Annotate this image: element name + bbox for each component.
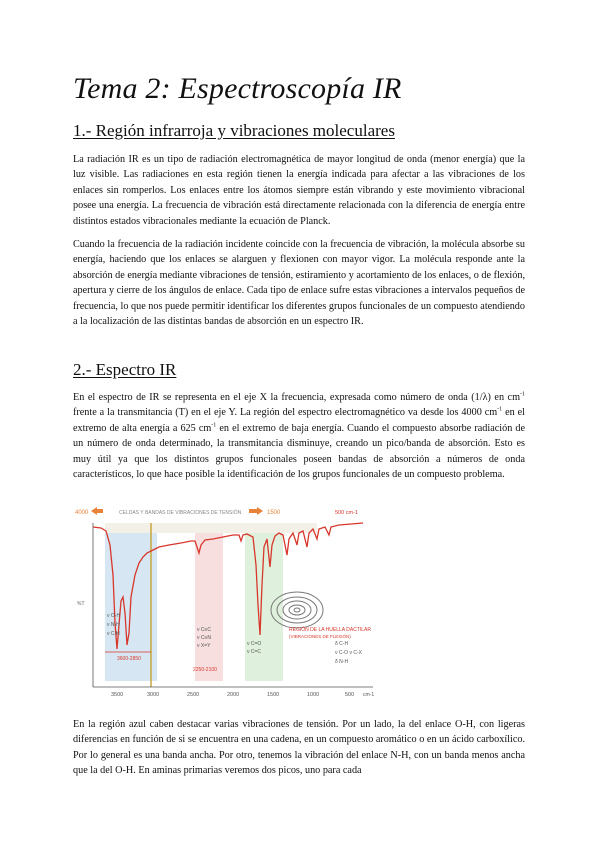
pink-label-3: ν X=Y	[197, 643, 211, 649]
right-label-2: ν C-O ν C-X	[335, 650, 362, 656]
paragraph-4: En la región azul caben destacar varias vibraciones de tensión. Por un lado, la del enlace O-H, con ligeras diferencias en función de si se encuentra en una cadena, en un compuesto aromático o en un ácido carboxílico. Por lo general es una banda ancha. Por otro, tenemos la vibración del enlace N-H, con un banda menos ancha que la del O-H. En aminas primarias veremos dos picos, uno para cada	[73, 719, 525, 777]
x-tick-label: 3500	[111, 692, 124, 698]
green-label-1: ν C=O	[247, 641, 262, 647]
paragraph-3: En el espectro de IR se representa en el eje X la frecuencia, expresada como número de onda (1/λ) en $cm^{-1}$ frente a la transmitancia (T) en el eje Y. La región del espectro electromagnético va desde los 4000 $cm^{-1}$ en el extremo de alta energía a 625 $cm^{-1}$ en el extremo de baja energía. Cuando el compuesto absorbe radiación de un número de onda determinado, la transmitancia disminuye, creando un pico/banda de absorción. Esto es muy útil ya que los distintos grupos funcionales poseen bandas de absorción a números de onda característicos, lo que hace posible la identificación de los grupos funcionales de un compuesto problema.	[73, 391, 526, 481]
top-right-label: 500 cm-1	[335, 510, 358, 516]
paragraph-1: La radiación IR es un tipo de radiación electromagnética de mayor longitud de onda (menor energía) que la luz visible. Las radiaciones en esta región tienen la energía indicada para afectar a las vibraciones de los enlaces sin romperlos. Los enlaces entre los átomos siempre están vibrando y este movimiento vibracional posee una energía. La frecuencia de vibración está directamente relacionada con la diferencia de energía entre distintos estados vibracionales mediante la ecuación de Planck.	[73, 154, 525, 227]
x-tick-label: 3000	[147, 692, 160, 698]
blue-range-label: 3600-2850	[117, 656, 141, 662]
green-label-2: ν C=C	[247, 649, 262, 655]
y-axis-label: %T	[77, 601, 85, 607]
top-left-label: 4000	[75, 510, 89, 516]
ir-spectrum-svg	[73, 505, 527, 705]
pink-region	[195, 523, 223, 681]
right-label-1: δ C-H	[335, 641, 349, 647]
blue-label-1: ν O-H	[107, 613, 121, 619]
x-tick-label: 2000	[227, 692, 240, 698]
section-heading-2: 2.- Espectro IR	[73, 360, 177, 379]
ir-spectrum-figure	[73, 505, 527, 705]
x-tick-label: 500	[345, 692, 355, 698]
paragraph-2: Cuando la frecuencia de la radiación incidente coincide con la frecuencia de vibración, la molécula absorbe su energía, haciendo que los enlaces se alarguen y flexionen con mayor vigor. La molécula responde ante la absorción de energía mediante vibraciones de tensión, estiramiento y acortamiento de los enlaces, o de flexión, apertura y cierre de los ángulos de enlace. Cada tipo de enlace sufre estas vibraciones a intervalos pequeños de frecuencia, lo que nos puede permitir identificar los diferentes grupos funcionales de un compuesto atendiendo a la localización de las distintas bandas de absorción en un espectro IR.	[73, 239, 525, 328]
left-arrow-icon	[91, 507, 97, 515]
top-mid-label: 1500	[267, 510, 281, 516]
page-title: Tema 2: Espectroscopía IR	[73, 72, 402, 105]
top-band-strip	[105, 523, 317, 533]
pink-label-2: ν C≡N	[197, 635, 212, 641]
blue-label-3: ν C-H	[107, 631, 120, 637]
x-tick-label: 1000	[307, 692, 320, 698]
top-banner-label: CELDAS Y BANDAS DE VIBRACIONES DE TENSIÓN	[119, 510, 242, 516]
section-heading-1: 1.- Región infrarroja y vibraciones moleculares	[73, 121, 395, 140]
pink-range-label: 2250-2100	[193, 667, 217, 673]
right-arrow-icon	[257, 507, 263, 515]
blue-label-2: ν N-H	[107, 622, 120, 628]
fingerprint-sublabel: (VIBRACIONES DE FLEXIÓN)	[289, 634, 351, 639]
x-tick-label: 2500	[187, 692, 200, 698]
fingerprint-label: REGIÓN DE LA HUELLA DACTILAR	[289, 627, 371, 633]
pink-label-1: ν C≡C	[197, 627, 212, 633]
x-axis-unit: cm-1	[363, 692, 375, 698]
right-label-3: δ N-H	[335, 659, 349, 665]
x-tick-label: 1500	[267, 692, 280, 698]
